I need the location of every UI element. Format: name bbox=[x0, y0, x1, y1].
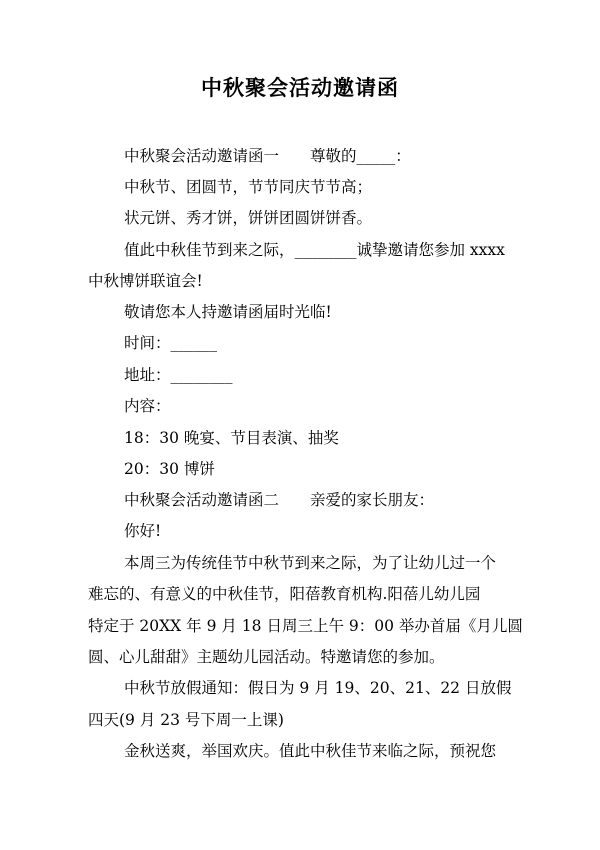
text-line: 特定于 20XX 年 9 月 18 日周三上午 9：00 举办首届《月儿圆 bbox=[88, 617, 523, 635]
text-line: 本周三为传统佳节中秋节到来之际，为了让幼儿过一个 bbox=[124, 554, 497, 572]
text-line: 中秋聚会活动邀请函一 尊敬的_____： bbox=[124, 147, 411, 165]
text-line: 中秋节放假通知：假日为 9 月 19、20、21、22 日放假 bbox=[124, 679, 512, 697]
text-line: 难忘的、有意义的中秋佳节，阳蓓教育机构.阳蓓儿幼儿园 bbox=[88, 585, 481, 603]
text-line: 中秋聚会活动邀请函二 亲爱的家长朋友： bbox=[124, 491, 435, 509]
text-line: 中秋博饼联谊会! bbox=[88, 272, 203, 290]
document-title: 中秋聚会活动邀请函 bbox=[201, 76, 399, 100]
text-line: 状元饼、秀才饼，饼饼团圆饼饼香。 bbox=[124, 209, 373, 227]
text-line: 时间：______ bbox=[124, 334, 218, 352]
text-line: 18：30 晚宴、节目表演、抽奖 bbox=[124, 429, 339, 447]
text-line: 中秋节、团圆节，节节同庆节节高； bbox=[124, 178, 373, 196]
text-line: 内容： bbox=[124, 397, 171, 415]
text-line: 地址：________ bbox=[124, 366, 233, 384]
text-line: 20：30 博饼 bbox=[124, 460, 215, 478]
text-line: 四天(9 月 23 号下周一上课) bbox=[88, 711, 284, 729]
text-line: 你好! bbox=[124, 522, 162, 540]
text-line: 敬请您本人持邀请函届时光临! bbox=[124, 303, 332, 321]
text-line: 值此中秋佳节到来之际，________诚挚邀请您参加 xxxx bbox=[124, 241, 505, 259]
text-line: 金秋送爽，举国欢庆。值此中秋佳节来临之际，预祝您 bbox=[124, 742, 497, 760]
text-line: 圆、心儿甜甜》主题幼儿园活动。特邀请您的参加。 bbox=[88, 648, 445, 666]
